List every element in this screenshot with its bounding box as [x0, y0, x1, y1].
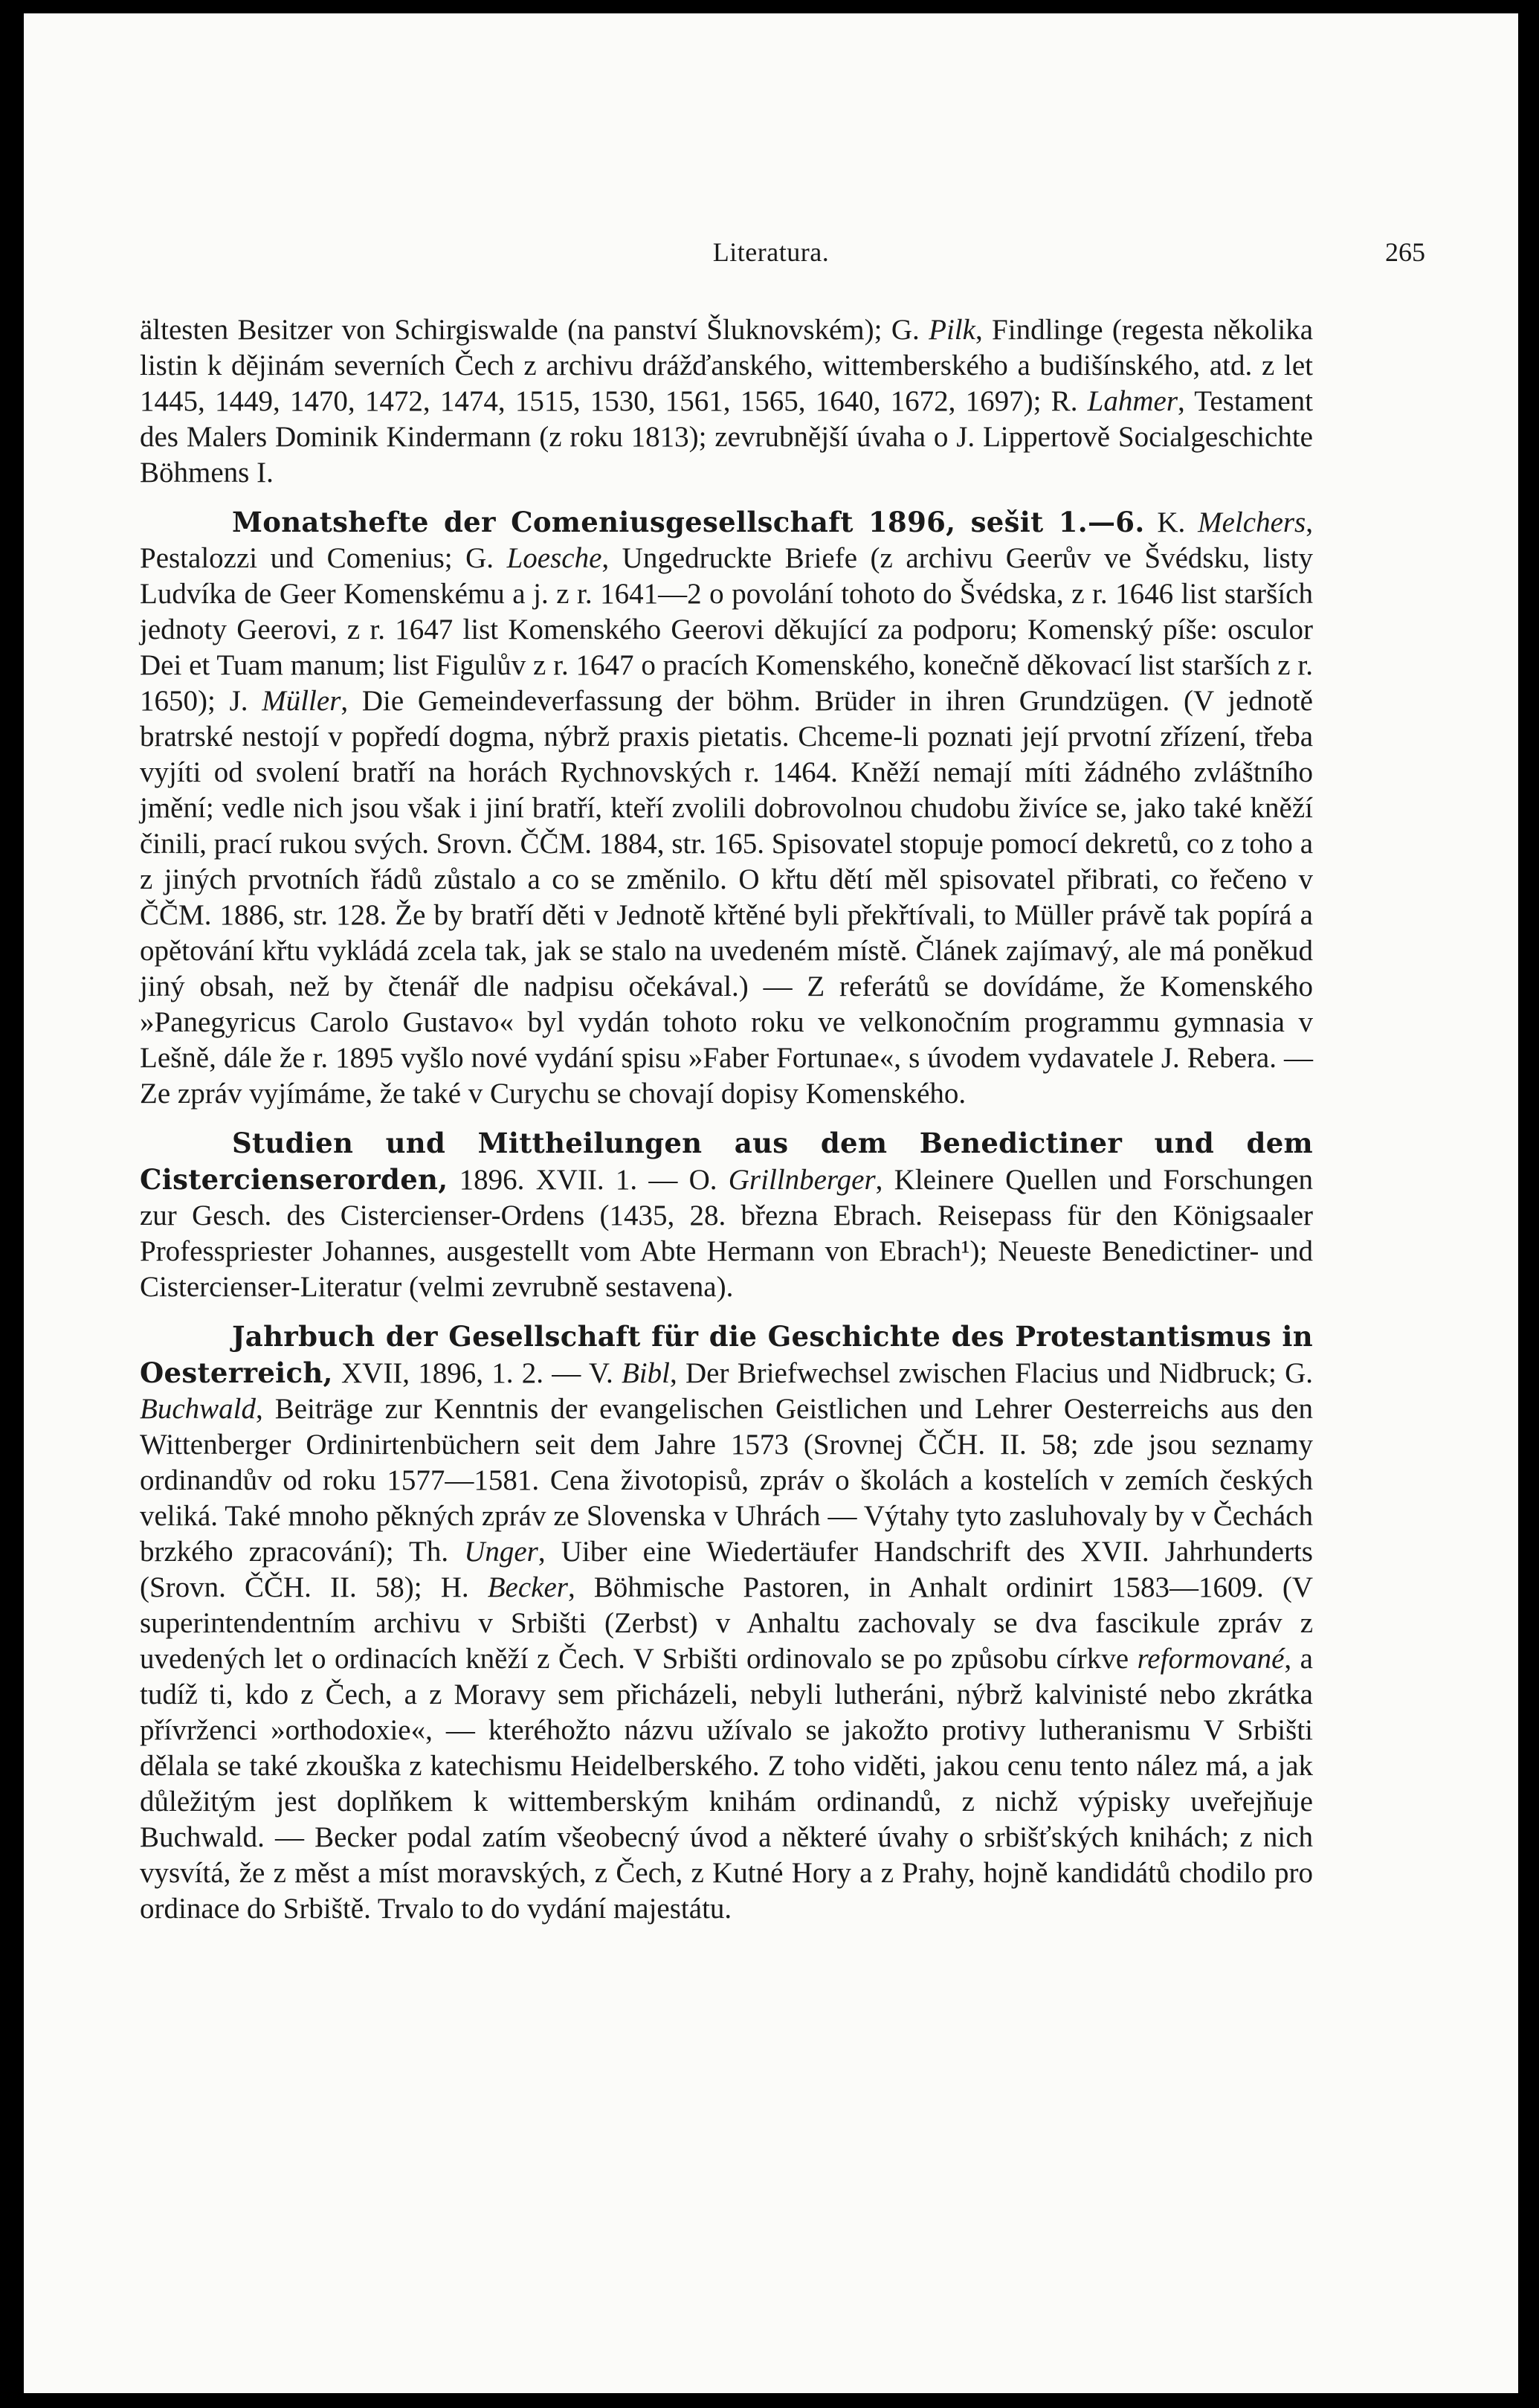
page-header: [24, 236, 1518, 274]
journal-title: Jahrbuch der Gesellschaft für die Geschichte des Protestantismus in Oesterreich,: [140, 1320, 1313, 1389]
journal-title: Monatshefte der Comeniusgesellschaft 1896, sešit 1.—6.: [232, 506, 1145, 538]
book-page: [24, 13, 1518, 2393]
page-number: 265: [1385, 237, 1425, 267]
text-segment: , Findlinge (regesta několika listin k dějinám severních Čech z archivu drážďanského, wittemberského a budišínského, atd. z let 1445, 1449, 1470, 1472, 1474, 1515, 1530, 1561, 1565, 1640, 1672, 1697); R.: [140, 314, 1314, 417]
text-segment: , Uiber eine Wiedertäufer Handschrift des XVII. Jahrhunderts (Srovn. ČČH. II. 58); H.: [140, 1536, 1313, 1603]
text-segment: , Ungedruckte Briefe (z archivu Geerův ve Švédsku, listy Ludvíka de Geer Komenskému a j. z r. 1641—2 o povolání tohoto do Švédska, z r. 1646 list starších jednoty Geerovi, z r. 1647 list Komenského Geerovi děkující za podporu; Komenský píše: osculor Dei et Tuam manum; list Figulův z r. 1647 o pracích Komenského, konečně děkovací list starších z r. 1650); J.: [140, 542, 1313, 717]
paragraph-jahrbuch: [140, 1319, 1313, 1927]
author-name: Loesche: [506, 542, 602, 574]
paragraph-monatshefte: [140, 504, 1313, 1112]
page-body: [140, 312, 1313, 1927]
text-segment: , Die Gemeindeverfassung der böhm. Brüder in ihren Grundzügen. (V jednotě bratrské nestojí v popředí dogma, nýbrž praxis pietatis. Chceme-li poznati její prvotní zřízení, třeba vyjíti od svolení bratří na horách Rychnovských r. 1464. Kněží nemají míti žádného zvláštního jmění; vedle nich jsou však i jiní bratří, kteří zvolili dobrovolnou chudobu živíce se, jako také kněží činili, prací rukou svých. Srovn. ČČM. 1884, str. 165. Spisovatel stopuje pomocí dekretů, co z toho a z jiných prvotních řádů zůstalo a co se změnilo. O křtu dětí měl spisovatel přibrati, co řečeno v ČČM. 1886, str. 128. Že by bratří děti v Jednotě křtěné byli překřtívali, to Müller právě tak popírá a opětování křtu vykládá zcela tak, jak se stalo na uvedeném místě. Článek zajímavý, ale má poněkud jiný obsah, než by čtenář dle nadpisu očekával.) — Z referátů se dovídáme, že Komenského »Panegyricus Carolo Gustavo« byl vydán tohoto roku ve velkonočním programmu gymnasia v Lešně, dále že r. 1895 vyšlo nové vydání spisu »Faber Fortunae«, s úvodem vydavatele J. Rebera. — Ze zpráv vyjímáme, že také v Curychu se chovají dopisy Komenského.: [140, 685, 1313, 1110]
author-name: Bibl: [621, 1357, 670, 1389]
paragraph-studien: [140, 1125, 1313, 1305]
text-segment: XVII, 1896, 1. 2. — V.: [332, 1357, 622, 1389]
running-title: Literatura.: [712, 237, 830, 267]
text-segment: , Testament des Malers Dominik Kindermann (z roku 1813); zevrubnější úvaha o J. Lippertově Socialgeschichte Böhmens I.: [140, 385, 1313, 489]
author-name: Buchwald: [140, 1393, 256, 1425]
text-segment: ältesten Besitzer von Schirgiswalde (na panství Šluknovském); G.: [140, 314, 929, 346]
author-name: Grillnberger: [728, 1164, 876, 1196]
author-name: Unger: [464, 1536, 538, 1568]
text-segment: , a tudíž ti, kdo z Čech, a z Moravy sem přicházeli, nebyli lutheráni, nýbrž kalvinisté nebo zkrátka přívrženci »orthodoxie«, — kteréhožto názvu užívalo se jakožto protivy lutheranismu V Srbišti dělala se také zkouška z katechismu Heidelberského. Z toho viděti, jakou cenu tento nález má, a jak důležitým jest doplňkem k wittemberským knihám ordinandů, z nichž výpisky uveřejňuje Buchwald. — Becker podal zatím všeobecný úvod a některé úvahy o srbišťských knihách; z nich vysvítá, že z měst a míst moravských, z Čech, z Kutné Hory a z Prahy, hojně kandidátů chodilo pro ordinace do Srbiště. Trvalo to do vydání majestátu.: [140, 1643, 1313, 1925]
text-segment: , Böhmische Pastoren, in Anhalt ordinirt 1583—1609. (V superintendentním archivu v Srbišti (Zerbst) v Anhaltu zachovaly se dva fascikule zpráv z uvedených let o ordinacích kněží z Čech. V Srbišti ordinovalo se po způsobu církve: [140, 1571, 1313, 1675]
author-name: Melchers: [1198, 506, 1306, 538]
author-name: reformované: [1137, 1643, 1285, 1675]
author-name: Becker: [487, 1571, 568, 1603]
author-name: Lahmer: [1087, 385, 1178, 417]
author-name: Müller: [262, 685, 341, 717]
text-segment: , Pestalozzi und Comenius; G.: [140, 506, 1313, 574]
text-segment: , Kleinere Quellen und Forschungen zur Gesch. des Cistercienser-Ordens (1435, 28. března Ebrach. Reisepass für den Königsaaler Professpriester Johannes, ausgestellt vom Abte Hermann von Ebrach¹); Neueste Benedictiner- und Cistercienser-Literatur (velmi zevrubně sestavena).: [140, 1164, 1314, 1303]
journal-title: Studien und Mittheilungen aus dem Benedictiner und dem Cistercienserorden,: [140, 1127, 1313, 1196]
text-segment: 1896. XVII. 1. — O.: [448, 1164, 729, 1196]
text-segment: K.: [1144, 506, 1198, 538]
author-name: Pilk: [929, 314, 975, 346]
text-segment: , Der Briefwechsel zwischen Flacius und Nidbruck; G.: [669, 1357, 1313, 1389]
paragraph-continuation: [140, 312, 1313, 491]
text-segment: , Beiträge zur Kenntnis der evangelischen Geistlichen und Lehrer Oesterreichs aus den Wittenberger Ordinirtenbüchern seit dem Jahre 1573 (Srovnej ČČH. II. 58; zde jsou seznamy ordinandův od roku 1577—1581. Cena životopisů, zpráv o školách a kostelích v zemích českých veliká. Také mnoho pěkných zpráv ze Slovenska v Uhrách — Výtahy tyto zasluhovaly by v Čechách brzkého zpracování); Th.: [140, 1393, 1313, 1568]
